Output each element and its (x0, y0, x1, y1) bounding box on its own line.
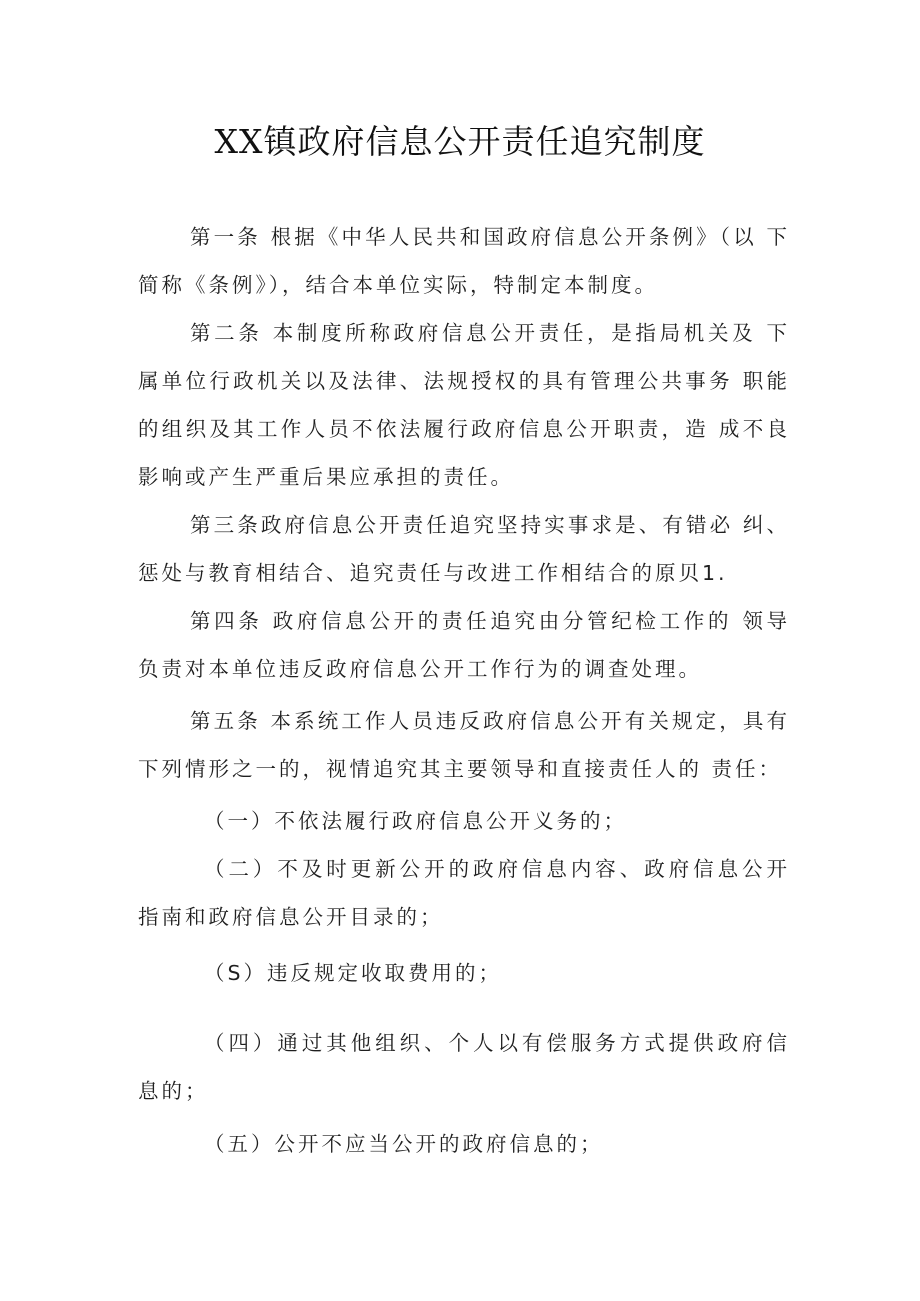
list-item-5: （五）公开不应当公开的政府信息的； (204, 1132, 604, 1156)
list-item-1: （一）不依法履行政府信息公开义务的； (204, 809, 627, 833)
paragraph-article-3: 第三条政府信息公开责任追究坚持实事求是、有错必 纠、惩处与教育相结合、追究责任与改进工作相结合的原贝1. (138, 513, 790, 585)
paragraph-article-4: 第四条 政府信息公开的责任追究由分管纪检工作的 领导负责对本单位违反政府信息公开工作行为的调查处理。 (138, 609, 790, 681)
document-title: XX镇政府信息公开责任追究制度 (214, 122, 706, 161)
paragraph-article-2: 第二条 本制度所称政府信息公开责任，是指局机关及 下属单位行政机关以及法律、法规授权的具有管理公共事务 职能的组织及其工作人员不依法履行政府信息公开职责，造 成不良影响或产生严重后果应承担的责任。 (138, 321, 790, 489)
paragraph-article-1: 第一条 根据《中华人民共和国政府信息公开条例》（以 下简称《条例》），结合本单位实际，特制定本制度。 (138, 225, 790, 297)
list-item-3: （S）违反规定收取费用的； (204, 961, 503, 985)
list-item-4: （四）通过其他组织、个人以有偿服务方式提供政府信 息的； (138, 1031, 790, 1103)
paragraph-article-5: 第五条 本系统工作人员违反政府信息公开有关规定，具有下列情形之一的，视情追究其主要领导和直接责任人的 责任： (138, 709, 790, 781)
list-item-2: （二）不及时更新公开的政府信息内容、政府信息公开 指南和政府信息公开目录的； (138, 857, 790, 929)
